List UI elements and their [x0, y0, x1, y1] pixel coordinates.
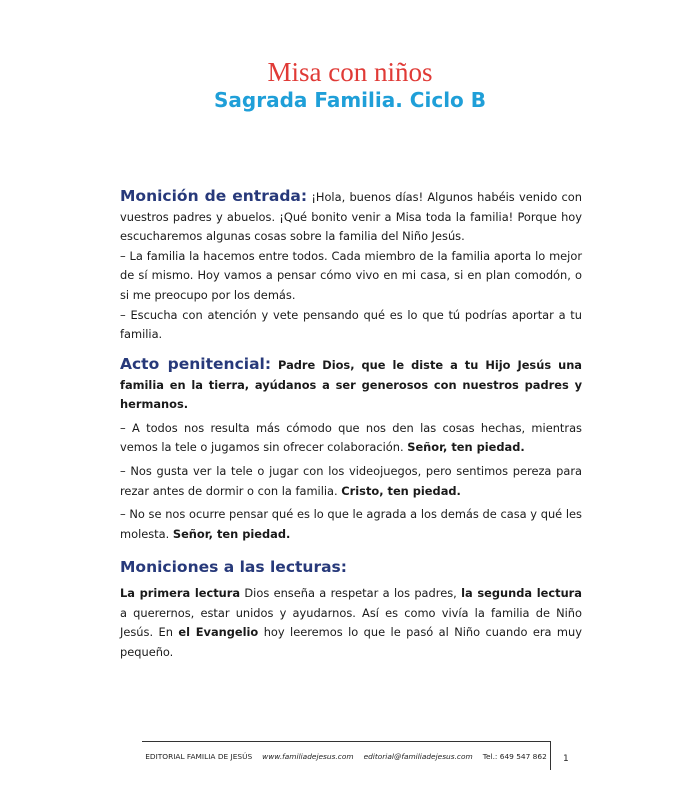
first-reading-text: Dios enseña a respetar a los padres, — [240, 586, 462, 600]
section-moniciones-lecturas — [120, 556, 582, 662]
acto-invocation-response: Cristo, ten piedad. — [341, 483, 461, 498]
acto-heading: Acto penitencial: — [120, 355, 272, 373]
gospel-text: hoy leeremos lo que le pasó al Niño cuando era muy pequeño. — [120, 625, 582, 659]
footer-website-link: www.familiadejesus.com — [262, 751, 354, 761]
gospel-label: el Evangelio — [178, 625, 259, 640]
acto-invocation-response: Señor, ten piedad. — [172, 526, 291, 541]
acto-invocation-text: – No se nos ocurre pensar qué es lo que le agrada a los demás de casa y qué les molesta. — [120, 507, 582, 541]
lecturas-heading: Moniciones a las lecturas: — [120, 558, 347, 576]
acto-invocation — [120, 505, 582, 544]
page-subtitle: Sagrada Familia. Ciclo B — [214, 88, 486, 112]
footer-phone: Tel.: 649 547 862 — [482, 751, 547, 761]
page-footer — [142, 741, 551, 770]
lecturas-paragraph — [120, 584, 582, 662]
acto-invocation — [120, 462, 582, 501]
entrada-heading: Monición de entrada: — [120, 187, 308, 205]
second-reading-text: a querernos, estar unidos y ayudarnos. Así es como vivía la familia de Niño Jesús. En — [120, 605, 582, 640]
page-title: Misa con niños — [267, 57, 433, 87]
page-number: 1 — [563, 754, 569, 764]
acto-intro-paragraph — [120, 355, 582, 415]
footer-email-link: editorial@familiadejesus.com — [363, 751, 473, 761]
footer-publisher: EDITORIAL FAMILIA DE JESÚS — [145, 751, 253, 761]
entrada-intro-paragraph — [120, 187, 582, 247]
acto-invocation-text: – A todos nos resulta más cómodo que nos den las cosas hechas, mientras vemos la tele o jugamos sin ofrecer colaboración. — [120, 420, 582, 455]
entrada-paragraph-2: – La familia la hacemos entre todos. Cada miembro de la familia aporta lo mejor de sí mismo. Hoy vamos a pensar cómo vivo en mi casa, si en plan comodón, o si me preocupo por los demás. — [120, 248, 582, 302]
second-reading-label: la segunda lectura — [461, 586, 582, 600]
acto-invocation-response: Señor, ten piedad. — [407, 440, 525, 455]
section-monicion-entrada — [120, 187, 582, 345]
acto-invocation — [120, 419, 582, 458]
section-acto-penitencial — [120, 355, 582, 544]
entrada-paragraph-3: – Escucha con atención y vete pensando qué es lo que tú podrías aportar a tu familia. — [120, 307, 582, 342]
first-reading-label: La primera lectura — [120, 586, 241, 600]
entrada-intro-text: ¡Hola, buenos días! Algunos habéis venido con vuestros padres y abuelos. ¡Qué bonito venir a Misa toda la familia! Porque hoy escucharemos algunas cosas sobre la familia del Niño Jesús. — [120, 190, 582, 244]
acto-intro-text: Padre Dios, que le diste a tu Hijo Jesús una familia en la tierra, ayúdanos a ser generosos con nuestros padres y hermanos. — [120, 358, 582, 412]
acto-invocation-text: – Nos gusta ver la tele o jugar con los videojuegos, pero sentimos pereza para rezar antes de dormir o con la familia. — [120, 463, 582, 498]
